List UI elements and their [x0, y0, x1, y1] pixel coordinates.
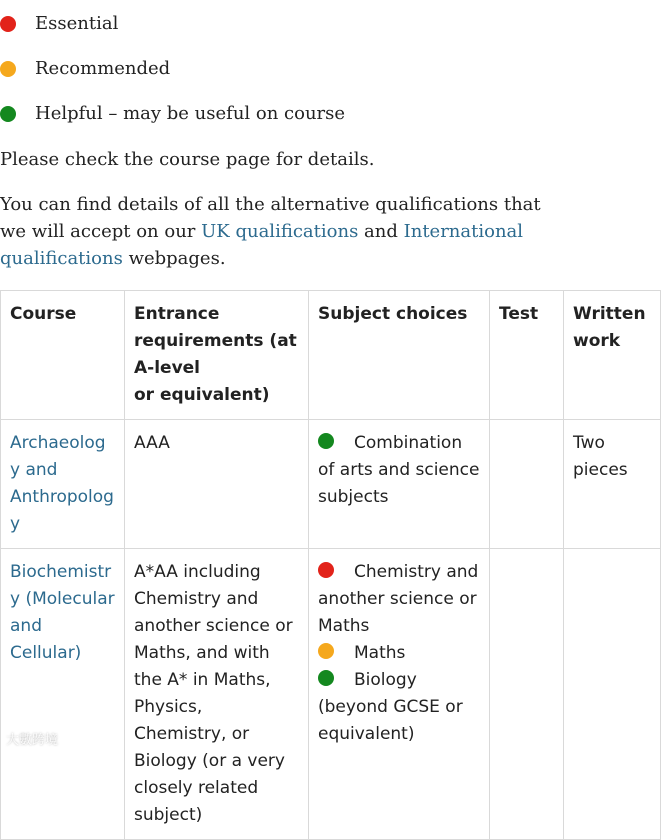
subject-choice	[318, 667, 480, 748]
written-work-cell: Two pieces	[564, 420, 661, 549]
subjects-cell	[309, 549, 490, 840]
orange-dot-icon	[0, 61, 16, 77]
legend-essential	[0, 9, 118, 39]
written-work-cell	[564, 549, 661, 840]
subject-choice	[318, 640, 480, 667]
table-row	[1, 549, 661, 840]
course-cell	[1, 420, 125, 549]
header-subject-choices: Subject choices	[309, 291, 490, 420]
entrance-cell: AAA	[125, 420, 309, 549]
green-dot-icon	[318, 433, 334, 449]
legend-essential-label: Essential	[35, 13, 119, 34]
uk-qualifications-link[interactable]: UK qualifications	[201, 221, 359, 242]
course-link-archaeology-anthropology[interactable]: Archaeology and Anthropology	[10, 433, 114, 534]
alternative-qualifications-note	[0, 191, 548, 272]
course-link-biochemistry[interactable]: Biochemistry (Molecular and Cellular)	[10, 562, 115, 663]
subjects-cell	[309, 420, 490, 549]
red-dot-icon	[0, 16, 16, 32]
check-course-note: Please check the course page for details.	[0, 149, 375, 170]
test-cell	[490, 420, 564, 549]
header-entrance-line2: or equivalent)	[134, 385, 270, 405]
course-cell	[1, 549, 125, 840]
courses-table	[0, 290, 661, 840]
test-cell	[490, 549, 564, 840]
table-row	[1, 420, 661, 549]
international-qualifications-link[interactable]: International qualifications	[0, 221, 524, 269]
and-text: and	[358, 221, 404, 242]
legend-recommended	[0, 54, 170, 84]
courses-table-container	[0, 290, 658, 825]
webpages-text: webpages.	[122, 248, 226, 269]
legend-helpful-label: Helpful – may be useful on course	[35, 103, 346, 124]
header-entrance-requirements	[125, 291, 309, 420]
entrance-cell: A*AA including Chemistry and another science or Maths, and with the A* in Maths, Physics, Chemistry, or Biology (or a very closely related subject)	[125, 549, 309, 840]
subject-choice	[318, 559, 480, 640]
watermark-logo: 大數跨境	[6, 733, 59, 748]
green-dot-icon	[318, 670, 334, 686]
header-test: Test	[490, 291, 564, 420]
header-entrance-line1: Entrance requirements (at A-level	[134, 304, 297, 378]
green-dot-icon	[0, 106, 16, 122]
table-header-row	[1, 291, 661, 420]
subject-choice-text: Combination of arts and science subjects	[318, 433, 480, 507]
legend-helpful	[0, 99, 345, 129]
subject-choice-text: Maths	[354, 643, 406, 663]
red-dot-icon	[318, 562, 334, 578]
header-course: Course	[1, 291, 125, 420]
alt-quals-text: You can find details of all the alternative qualifications that we will accept on our	[0, 194, 541, 242]
header-written-work: Written work	[564, 291, 661, 420]
legend-recommended-label: Recommended	[35, 58, 171, 79]
subject-choice-text: Biology (beyond GCSE or equivalent)	[318, 670, 463, 744]
orange-dot-icon	[318, 643, 334, 659]
subject-choice-text: Chemistry and another science or Maths	[318, 562, 479, 636]
subject-choice	[318, 430, 480, 511]
